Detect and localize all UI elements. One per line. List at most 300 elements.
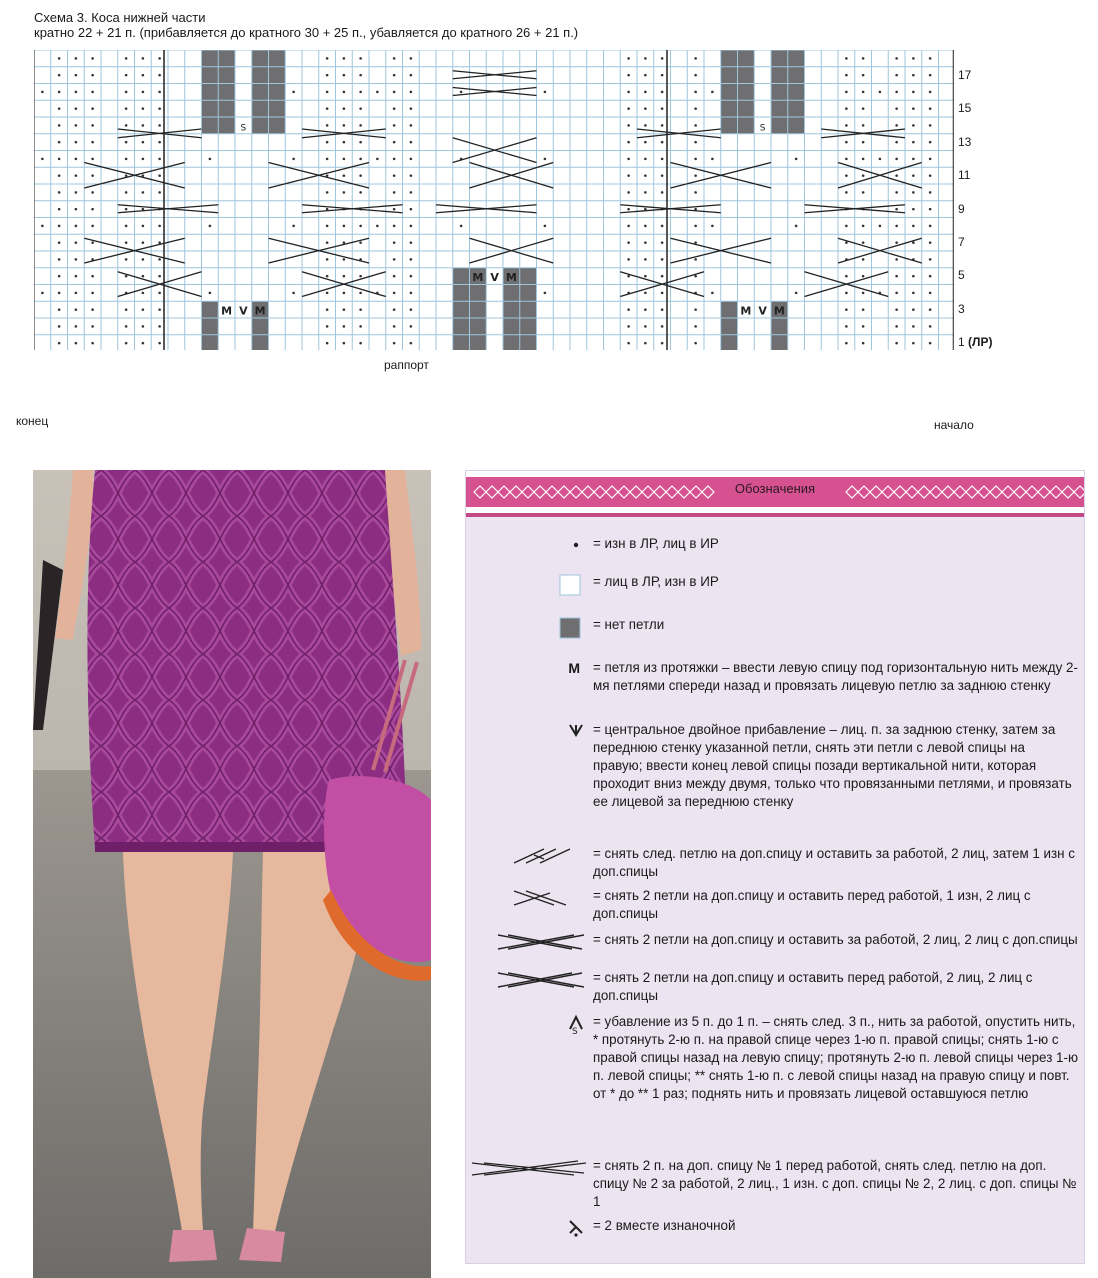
purl-dot [627,191,630,194]
purl-dot [125,91,128,94]
legend-text: = снять след. петлю на доп.спицу и оставить за работой, 2 лиц, затем 1 изн с доп.спицы [593,846,1075,879]
chart-cables [34,50,953,350]
purl-dot [410,208,413,211]
purl-dot [343,258,346,261]
purl-dot [393,124,396,127]
chart-grid [34,50,954,350]
purl-dot [912,124,915,127]
purl-dot [845,308,848,311]
no-stitch-cell [252,67,269,84]
purl-dot [91,342,94,345]
purl-dot [359,325,362,328]
row-number-17: 17 [958,68,972,82]
purl-dot [845,141,848,144]
purl-dot [125,258,128,261]
row-number-7: 7 [958,235,965,249]
purl-dot [75,174,78,177]
purl-dot [644,325,647,328]
chart-title-line2: кратно 22 + 21 п. (прибавляется до кратного 30 + 25 п., убавляется до кратного 26 + 21 п.) [34,25,579,40]
purl-dot [343,325,346,328]
no-stitch-cell [218,67,235,84]
purl-dot [895,124,898,127]
purl-dot [862,275,865,278]
purl-dot [393,292,396,295]
purl-dot [326,57,329,60]
purl-dot [125,208,128,211]
no-stitch-cell [738,67,755,84]
purl-dot [862,57,865,60]
purl-dot [929,174,932,177]
purl-dot [694,74,697,77]
purl-dot [359,158,362,161]
purl-dot [661,225,664,228]
purl-dot [410,325,413,328]
purl-dot [711,225,714,228]
purl-dot [661,258,664,261]
purl-dot [125,191,128,194]
purl-dot [644,292,647,295]
purl-dot [91,174,94,177]
purl-dot [326,258,329,261]
purl-dot [862,308,865,311]
purl-dot [544,292,547,295]
purl-dot [862,174,865,177]
purl-dot [326,225,329,228]
purl-dot [895,174,898,177]
purl-dot [929,107,932,110]
purl-dot [644,141,647,144]
purl-dot [644,107,647,110]
purl-dot [661,325,664,328]
no-stitch-cell [470,335,487,350]
purl-dot [125,107,128,110]
purl-dot [644,241,647,244]
m-symbol: M [568,660,580,676]
purl-dot [895,107,898,110]
no-stitch-cell [738,50,755,67]
purl-dot [661,107,664,110]
purl-dot [627,208,630,211]
purl-dot [326,292,329,295]
cross-complex-icon [454,1157,574,1177]
purl-dot [845,124,848,127]
purl-dot [125,275,128,278]
purl-dot [627,325,630,328]
legend-title [466,481,1084,496]
purl-dot [627,241,630,244]
purl-dot [343,141,346,144]
purl-dot [410,124,413,127]
purl-dot [661,57,664,60]
purl-dot [694,342,697,345]
legend-text: = нет петли [593,617,665,632]
start-label: начало [934,418,974,432]
purl-dot [359,57,362,60]
purl-dot [91,124,94,127]
purl-dot [75,91,78,94]
purl-dot [912,74,915,77]
purl-dot [359,91,362,94]
purl-dot [694,325,697,328]
no-stitch-cell [453,318,470,335]
no-stitch-cell [738,100,755,117]
purl-dot [359,74,362,77]
purl-dot [58,342,61,345]
purl-dot [410,107,413,110]
purl-dot [895,91,898,94]
purl-dot [912,208,915,211]
no-stitch-cell [218,100,235,117]
purl-dot [75,241,78,244]
purl-dot [929,325,932,328]
purl-dot [862,225,865,228]
purl-dot [912,57,915,60]
purl-dot [58,325,61,328]
purl-dot [326,158,329,161]
increase-mark: V [490,270,499,284]
purl-dot [661,191,664,194]
purl-dot [862,91,865,94]
chart-title [34,10,578,40]
purl-dot [142,107,145,110]
purl-dot [125,158,128,161]
purl-dot [158,57,161,60]
purl-dot [410,258,413,261]
no-stitch-cell [202,335,219,350]
purl-dot [75,275,78,278]
purl-dot [142,308,145,311]
purl-dot [644,158,647,161]
purl-dot [410,158,413,161]
purl-dot [393,57,396,60]
purl-dot [912,342,915,345]
purl-dot [359,308,362,311]
purl-dot [694,241,697,244]
purl-dot [142,74,145,77]
purl-dot [58,241,61,244]
purl-dot [343,174,346,177]
purl-dot [845,225,848,228]
legend-header [466,471,1084,517]
purl-dot [158,158,161,161]
no-stitch-cell [503,335,520,350]
purl-dot [41,225,44,228]
purl-dot [292,225,295,228]
purl-dot [845,174,848,177]
purl-dot [142,225,145,228]
purl-dot [661,141,664,144]
purl-dot [879,225,882,228]
purl-dot [644,308,647,311]
purl-dot [862,158,865,161]
purl-dot [125,241,128,244]
purl-dot [326,107,329,110]
purl-dot [862,107,865,110]
purl-dot [41,158,44,161]
purl-dot [359,241,362,244]
row-number-1-value: 1 [958,335,965,349]
purl-dot [627,57,630,60]
no-stitch-cell [771,335,788,350]
no-stitch-cell [771,117,788,134]
purl-dot [845,275,848,278]
purl-dot [795,292,798,295]
purl-dot [376,158,379,161]
purl-dot [845,325,848,328]
purl-dot [929,208,932,211]
purl-dot [393,141,396,144]
no-stitch-cell [520,268,537,285]
purl-dot [158,241,161,244]
purl-dot [912,241,915,244]
purl-dot [862,191,865,194]
no-stitch-cell [202,117,219,134]
purl-dot [359,342,362,345]
cross-left-2-2-icon [454,969,574,989]
purl-dot [661,158,664,161]
purl-dot [359,174,362,177]
purl-dot [862,292,865,295]
purl-dot [895,325,898,328]
purl-dot [694,308,697,311]
p2tog-icon [466,1217,586,1237]
no-stitch-cell [202,100,219,117]
purl-dot [326,74,329,77]
purl-dot [644,275,647,278]
purl-dot [711,91,714,94]
legend-text: = 2 вместе изнаночной [593,1218,736,1233]
purl-dot [58,174,61,177]
no-stitch-cell [771,67,788,84]
legend-text: = снять 2 петли на доп.спицу и оставить перед работой, 1 изн, 2 лиц с доп.спицы [593,888,1031,921]
purl-dot [58,258,61,261]
cross-right-2-1-icon [454,845,574,865]
purl-dot [58,208,61,211]
purl-dot [158,74,161,77]
row-number-9: 9 [958,202,965,216]
purl-dot [142,241,145,244]
purl-dot [929,124,932,127]
purl-dot [125,124,128,127]
purl-dot [627,308,630,311]
purl-dot [142,292,145,295]
increase-icon [466,721,586,741]
cross-right-2-2-icon [454,931,574,951]
m-mark: M [505,270,517,284]
purl-dot [929,342,932,345]
no-stitch-cell [771,318,788,335]
purl-dot [326,308,329,311]
purl-dot [845,241,848,244]
purl-dot [694,57,697,60]
purl-dot [862,241,865,244]
purl-dot [929,158,932,161]
legend-text: = снять 2 петли на доп.спицу и оставить перед работой, 2 лиц, 2 лиц с доп.спицы [593,970,1033,1003]
purl-dot [661,342,664,345]
no-stitch-cell [269,100,286,117]
purl-dot [912,191,915,194]
purl-dot [75,191,78,194]
purl-dot [627,74,630,77]
purl-dot [644,225,647,228]
purl-dot [410,57,413,60]
purl-dot [460,225,463,228]
purl-dot [912,141,915,144]
decrease-5-icon [466,1013,586,1033]
purl-dot [359,275,362,278]
purl-dot [91,225,94,228]
no-stitch-cell [453,285,470,302]
purl-dot [393,107,396,110]
purl-dot [694,158,697,161]
decrease-mark: S [759,123,766,134]
purl-dot [158,107,161,110]
no-stitch-icon [466,616,586,636]
purl-dot [142,342,145,345]
no-stitch-cell [252,335,269,350]
purl-dot [326,124,329,127]
purl-dot [343,191,346,194]
purl-dot [91,107,94,110]
purl-dot [343,74,346,77]
no-stitch-cell [520,301,537,318]
row-number-11: 11 [958,168,971,182]
purl-dot [343,91,346,94]
purl-dot [410,141,413,144]
purl-dot [929,258,932,261]
no-stitch-cell [269,67,286,84]
purl-dot [393,241,396,244]
purl-dot [661,174,664,177]
purl-dot [912,275,915,278]
purl-dot [912,158,915,161]
purl-dot [410,275,413,278]
no-stitch-cell [503,318,520,335]
purl-dot [393,342,396,345]
purl-dot [359,191,362,194]
no-stitch-cell [202,50,219,67]
purl-dot [627,174,630,177]
purl-dot [359,124,362,127]
purl-dot [544,225,547,228]
purl-dot [326,91,329,94]
purl-dot [158,124,161,127]
purl-dot [58,292,61,295]
purl-dot [460,91,463,94]
purl-dot [845,342,848,345]
purl-dot [58,191,61,194]
purl-dot [393,174,396,177]
purl-dot [75,107,78,110]
purl-dot [393,191,396,194]
purl-dot [845,57,848,60]
purl-dot [694,225,697,228]
purl-dot [91,141,94,144]
no-stitch-cell [453,335,470,350]
purl-dot [393,158,396,161]
purl-dot [912,225,915,228]
purl-dot [895,342,898,345]
row-number-5: 5 [958,268,965,282]
purl-dot [929,275,932,278]
purl-dot [343,275,346,278]
purl-dot [209,158,212,161]
purl-dot [125,342,128,345]
purl-dot [929,91,932,94]
purl-dot [929,57,932,60]
purl-dot [694,141,697,144]
purl-dot [410,342,413,345]
purl-dot [158,91,161,94]
purl-dot [644,191,647,194]
legend-text: = центральное двойное прибавление – лиц. п. за заднюю стенку, затем за переднюю стенку указанной петли, снять эти петли с левой спицы на правую; ввести конец левой спицы позади вертикальной нити, которая проходит вниз между двумя, только что провязанными петлями, и провязать ее лицевой за переднюю стенку [593,722,1072,809]
no-stitch-cell [520,285,537,302]
skirt-illustration [33,470,431,1278]
purl-dot [58,308,61,311]
purl-dot [376,91,379,94]
no-stitch-cell [453,301,470,318]
decrease-mark: S [240,123,247,134]
purl-dot [91,191,94,194]
purl-dot [326,141,329,144]
m-mark: M [740,304,752,318]
no-stitch-cell [771,84,788,101]
purl-dot [343,342,346,345]
purl-dot [359,225,362,228]
purl-dot [661,275,664,278]
purl-dot [91,275,94,278]
legend-text: = снять 2 п. на доп. спицу № 1 перед работой, снять след. петлю на доп. спицу № 2 за работой, 2 лиц., 1 изн. с доп. спицы № 2, 2 лиц. с доп. спицы № 1 [593,1158,1077,1209]
purl-dot [343,124,346,127]
purl-dot [644,57,647,60]
purl-dot [661,292,664,295]
no-stitch-cell [252,50,269,67]
purl-dot [895,57,898,60]
purl-dot [627,158,630,161]
purl-dot [862,124,865,127]
purl-dot [58,225,61,228]
purl-dot [142,158,145,161]
purl-dot [845,191,848,194]
purl-dot [895,225,898,228]
purl-dot [292,91,295,94]
purl-dot [644,74,647,77]
no-stitch-cell [788,100,805,117]
purl-dot [359,107,362,110]
no-stitch-cell [721,301,738,318]
purl-dot [912,107,915,110]
row-number-3: 3 [958,302,965,316]
m-mark: M [773,304,785,318]
purl-dot [795,225,798,228]
purl-dot [912,174,915,177]
knitting-chart [34,50,954,350]
purl-dot [142,325,145,328]
purl-dot [929,292,932,295]
legend-text: = снять 2 петли на доп.спицу и оставить за работой, 2 лиц, 2 лиц с доп.спицы [593,932,1078,947]
purl-dot [158,342,161,345]
purl-dot [895,74,898,77]
purl-dot [292,158,295,161]
no-stitch-cell [721,50,738,67]
purl-dot [895,191,898,194]
no-stitch-cell [721,100,738,117]
no-stitch-cell [721,117,738,134]
increase-mark: V [758,304,767,318]
no-stitch-cell [218,117,235,134]
purl-dot [58,107,61,110]
chart-title-line1: Схема 3. Коса нижней части [34,10,206,25]
